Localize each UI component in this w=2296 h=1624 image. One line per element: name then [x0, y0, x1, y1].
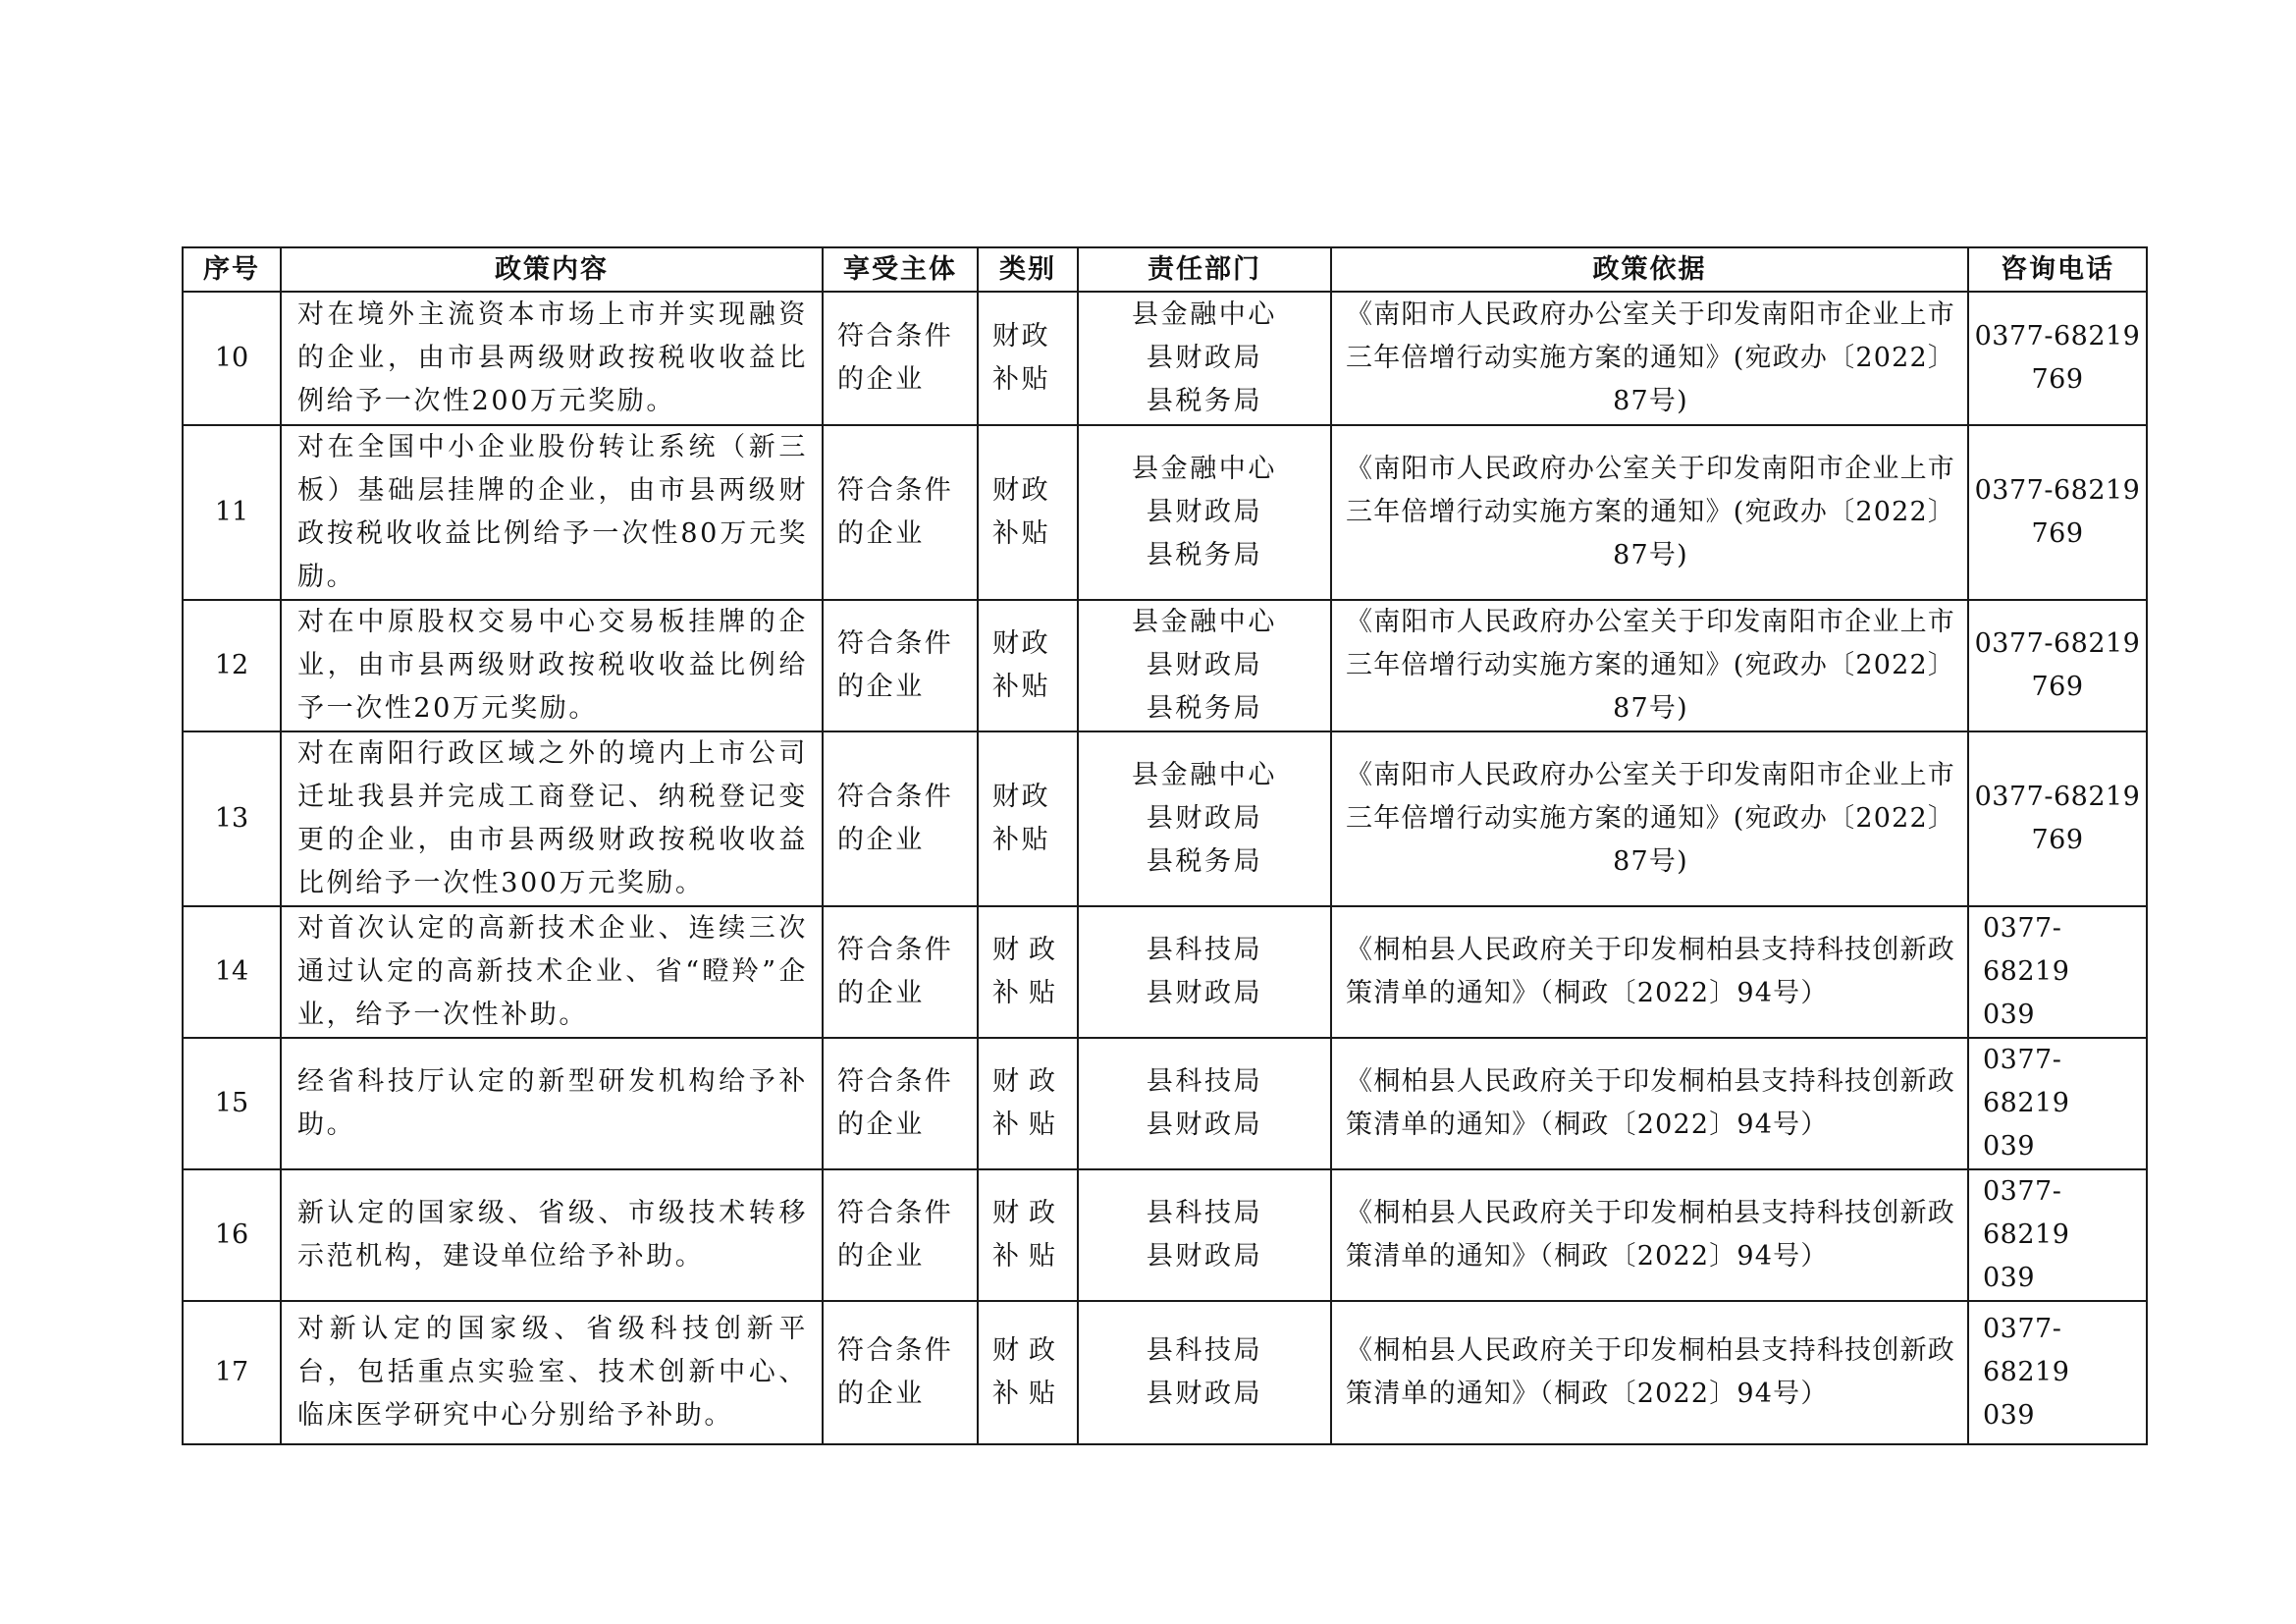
- header-content: 政策内容: [281, 247, 823, 292]
- consult-phone: [1968, 292, 2147, 425]
- table-header-row: [183, 247, 2147, 292]
- table-row: [183, 1169, 2147, 1301]
- policy-basis: [1331, 1038, 1968, 1169]
- policy-basis-text: 《桐柏县人民政府关于印发桐柏县支持科技创新政策清单的通知》（桐政〔2022〕94号）: [1346, 1198, 1955, 1272]
- responsible-departments: [1078, 906, 1331, 1038]
- row-number: 13: [183, 731, 281, 906]
- phone-prefix: 0377-68219: [1974, 321, 2141, 352]
- category: 财政补贴: [978, 731, 1078, 906]
- department-name: 县财政局: [1146, 650, 1263, 680]
- table-row: [183, 1301, 2147, 1444]
- row-number: 10: [183, 292, 281, 425]
- consult-phone: [1968, 1301, 2147, 1444]
- department-name: 县金融中心: [1132, 299, 1277, 330]
- policy-basis: [1331, 292, 1968, 425]
- category: 财政补贴: [978, 1169, 1078, 1301]
- policy-content: 对在中原股权交易中心交易板挂牌的企业，由市县两级财政按税收收益比例给予一次性20万元奖励。: [281, 600, 823, 731]
- row-number: 16: [183, 1169, 281, 1301]
- beneficiary: 符合条件的企业: [823, 1169, 978, 1301]
- beneficiary: 符合条件的企业: [823, 600, 978, 731]
- header-basis: 政策依据: [1331, 247, 1968, 292]
- beneficiary: 符合条件的企业: [823, 292, 978, 425]
- department-name: 县税务局: [1146, 846, 1263, 877]
- phone-suffix: 039: [1983, 1000, 2036, 1030]
- department-name: 县税务局: [1146, 540, 1263, 570]
- policy-basis-doc-number: 87号): [1613, 846, 1688, 877]
- department-name: 县科技局: [1146, 1066, 1263, 1097]
- category: 财政补贴: [978, 1038, 1078, 1169]
- policy-basis-text: 《南阳市人民政府办公室关于印发南阳市企业上市三年倍增行动实施方案的通知》(宛政办〔2022〕: [1346, 299, 1956, 373]
- consult-phone: [1968, 731, 2147, 906]
- department-name: 县财政局: [1146, 1241, 1263, 1272]
- responsible-departments: [1078, 600, 1331, 731]
- policy-basis-doc-number: 87号): [1613, 386, 1688, 416]
- responsible-departments: [1078, 1038, 1331, 1169]
- beneficiary: 符合条件的企业: [823, 731, 978, 906]
- row-number: 15: [183, 1038, 281, 1169]
- table-row: [183, 906, 2147, 1038]
- category: 财政补贴: [978, 906, 1078, 1038]
- department-name: 县财政局: [1146, 497, 1263, 527]
- table-row: [183, 425, 2147, 600]
- header-phone: 咨询电话: [1968, 247, 2147, 292]
- policy-content: 对新认定的国家级、省级科技创新平台，包括重点实验室、技术创新中心、临床医学研究中心分别给予补助。: [281, 1301, 823, 1444]
- table-body: [183, 292, 2147, 1444]
- row-number: 11: [183, 425, 281, 600]
- department-name: 县财政局: [1146, 1379, 1263, 1409]
- policy-basis: [1331, 1169, 1968, 1301]
- category: 财政补贴: [978, 1301, 1078, 1444]
- category: 财政补贴: [978, 600, 1078, 731]
- category: 财政补贴: [978, 292, 1078, 425]
- responsible-departments: [1078, 1169, 1331, 1301]
- phone-suffix: 769: [2031, 672, 2084, 702]
- policy-basis-doc-number: 87号): [1613, 540, 1688, 570]
- department-name: 县财政局: [1146, 1110, 1263, 1140]
- department-name: 县税务局: [1146, 693, 1263, 724]
- phone-suffix: 039: [1983, 1263, 2036, 1293]
- table-row: [183, 600, 2147, 731]
- responsible-departments: [1078, 292, 1331, 425]
- row-number: 17: [183, 1301, 281, 1444]
- policy-basis-doc-number: 87号): [1613, 693, 1688, 724]
- phone-suffix: 769: [2031, 518, 2084, 549]
- phone-prefix: 0377-68219: [1974, 628, 2141, 659]
- header-dept: 责任部门: [1078, 247, 1331, 292]
- department-name: 县科技局: [1146, 1335, 1263, 1366]
- responsible-departments: [1078, 1301, 1331, 1444]
- phone-prefix: 0377-68219: [1983, 1045, 2070, 1118]
- consult-phone: [1968, 906, 2147, 1038]
- header-category: 类别: [978, 247, 1078, 292]
- beneficiary: 符合条件的企业: [823, 425, 978, 600]
- policy-basis: [1331, 731, 1968, 906]
- policy-content: 新认定的国家级、省级、市级技术转移示范机构，建设单位给予补助。: [281, 1169, 823, 1301]
- policy-basis-text: 《南阳市人民政府办公室关于印发南阳市企业上市三年倍增行动实施方案的通知》(宛政办〔2022〕: [1346, 454, 1956, 527]
- department-name: 县财政局: [1146, 803, 1263, 834]
- policy-table: [182, 246, 2148, 1445]
- department-name: 县金融中心: [1132, 607, 1277, 637]
- policy-basis-text: 《桐柏县人民政府关于印发桐柏县支持科技创新政策清单的通知》（桐政〔2022〕94号）: [1346, 1066, 1955, 1140]
- consult-phone: [1968, 1169, 2147, 1301]
- department-name: 县金融中心: [1132, 454, 1277, 484]
- phone-prefix: 0377-68219: [1983, 913, 2070, 987]
- policy-basis-text: 《桐柏县人民政府关于印发桐柏县支持科技创新政策清单的通知》（桐政〔2022〕94号）: [1346, 1335, 1955, 1409]
- beneficiary: 符合条件的企业: [823, 1301, 978, 1444]
- department-name: 县财政局: [1146, 978, 1263, 1008]
- phone-prefix: 0377-68219: [1983, 1176, 2070, 1250]
- phone-prefix: 0377-68219: [1974, 475, 2141, 506]
- header-subject: 享受主体: [823, 247, 978, 292]
- policy-basis: [1331, 906, 1968, 1038]
- phone-prefix: 0377-68219: [1983, 1314, 2070, 1387]
- phone-suffix: 769: [2031, 825, 2084, 855]
- policy-basis-text: 《桐柏县人民政府关于印发桐柏县支持科技创新政策清单的通知》（桐政〔2022〕94号）: [1346, 935, 1955, 1008]
- beneficiary: 符合条件的企业: [823, 1038, 978, 1169]
- consult-phone: [1968, 425, 2147, 600]
- department-name: 县科技局: [1146, 1198, 1263, 1228]
- header-no: 序号: [183, 247, 281, 292]
- row-number: 14: [183, 906, 281, 1038]
- policy-basis: [1331, 425, 1968, 600]
- policy-content: 对在南阳行政区域之外的境内上市公司迁址我县并完成工商登记、纳税登记变更的企业，由市县两级财政按税收收益比例给予一次性300万元奖励。: [281, 731, 823, 906]
- phone-prefix: 0377-68219: [1974, 782, 2141, 812]
- policy-content: 对在全国中小企业股份转让系统（新三板）基础层挂牌的企业，由市县两级财政按税收收益比例给予一次性80万元奖励。: [281, 425, 823, 600]
- phone-suffix: 039: [1983, 1400, 2036, 1431]
- phone-suffix: 039: [1983, 1131, 2036, 1162]
- category: 财政补贴: [978, 425, 1078, 600]
- table-row: [183, 731, 2147, 906]
- department-name: 县金融中心: [1132, 760, 1277, 790]
- policy-content: 经省科技厅认定的新型研发机构给予补助。: [281, 1038, 823, 1169]
- policy-basis-text: 《南阳市人民政府办公室关于印发南阳市企业上市三年倍增行动实施方案的通知》(宛政办〔2022〕: [1346, 760, 1956, 834]
- row-number: 12: [183, 600, 281, 731]
- policy-basis: [1331, 1301, 1968, 1444]
- consult-phone: [1968, 600, 2147, 731]
- table-row: [183, 292, 2147, 425]
- table-row: [183, 1038, 2147, 1169]
- responsible-departments: [1078, 731, 1331, 906]
- policy-basis-text: 《南阳市人民政府办公室关于印发南阳市企业上市三年倍增行动实施方案的通知》(宛政办〔2022〕: [1346, 607, 1956, 680]
- phone-suffix: 769: [2031, 364, 2084, 395]
- policy-content: 对在境外主流资本市场上市并实现融资的企业，由市县两级财政按税收收益比例给予一次性200万元奖励。: [281, 292, 823, 425]
- consult-phone: [1968, 1038, 2147, 1169]
- policy-basis: [1331, 600, 1968, 731]
- policy-content: 对首次认定的高新技术企业、连续三次通过认定的高新技术企业、省“瞪羚”企业，给予一次性补助。: [281, 906, 823, 1038]
- responsible-departments: [1078, 425, 1331, 600]
- department-name: 县财政局: [1146, 343, 1263, 373]
- department-name: 县科技局: [1146, 935, 1263, 965]
- beneficiary: 符合条件的企业: [823, 906, 978, 1038]
- department-name: 县税务局: [1146, 386, 1263, 416]
